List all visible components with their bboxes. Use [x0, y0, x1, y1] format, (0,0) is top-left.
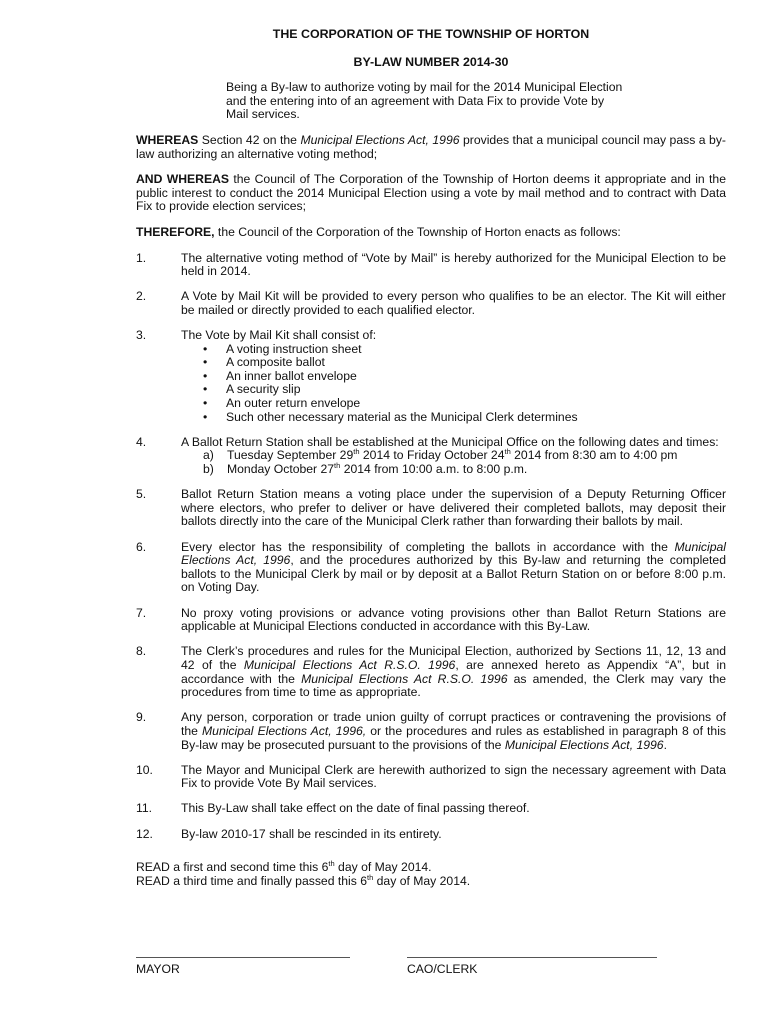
clause-number: 6. — [136, 539, 147, 554]
clause-7 — [136, 607, 726, 634]
clause-text: A Ballot Return Station shall be established at the Municipal Office on the following dates and times: — [181, 434, 719, 449]
clause-text: Any person, corporation or trade union guilty of corrupt practices or contravening the provisions of the Municipal Elections Act, 1996, or the procedures and rules as established in paragraph 8 of this By-law may be prosecuted pursuant to the provisions of the Municipal Elections Act, 1996. — [181, 710, 726, 752]
bylaw-document — [136, 28, 726, 888]
clause-text: The alternative voting method of “Vote by Mail” is hereby authorized for the Municipal Election to be held in 2014. — [181, 250, 726, 279]
clause-4 — [136, 436, 726, 477]
bylaw-number: BY-LAW NUMBER 2014-30 — [353, 54, 509, 69]
clause-number: 2. — [136, 289, 147, 304]
and-whereas-lead: AND WHEREAS — [136, 172, 230, 187]
mayor-signature-line — [136, 957, 350, 958]
whereas-clause-2: AND WHEREAS the Council of The Corporation of the Township of Horton deems it appropriate and in the public interest to conduct the 2014 Municipal Election using a vote by mail method and to contract with Data Fix to provide election services; — [136, 172, 726, 214]
therefore-lead: THEREFORE, — [136, 224, 215, 239]
list-item: • An inner ballot envelope — [203, 370, 726, 384]
list-item: • A composite ballot — [203, 356, 726, 370]
clerk-label: CAO/CLERK — [407, 962, 478, 976]
clause-10 — [136, 764, 726, 791]
signature-block — [136, 957, 726, 987]
clause-number: 9. — [136, 710, 147, 725]
clause-number: 7. — [136, 605, 147, 620]
corporation-title: THE CORPORATION OF THE TOWNSHIP OF HORTON — [272, 27, 590, 41]
list-item: b) Monday October 27th 2014 from 10:00 a.m. to 8:00 p.m. — [203, 460, 528, 477]
readings — [136, 861, 726, 888]
clause-6 — [136, 541, 726, 595]
mayor-label: MAYOR — [136, 962, 180, 976]
list-item: • A security slip — [203, 383, 726, 397]
clause-text: The Mayor and Municipal Clerk are herewith authorized to sign the necessary agreement with Data Fix to provide Vote By Mail services. — [181, 762, 726, 791]
list-item: a) Tuesday September 29th 2014 to Friday October 24th 2014 from 8:30 am to 4:00 pm — [203, 447, 678, 463]
list-item: • An outer return envelope — [203, 397, 726, 411]
clause-text: Ballot Return Station means a voting place under the supervision of a Deputy Returning Officer where electors, who prefer to deliver or have delivered their completed ballots, may deposit their ballots directly into the care of the Municipal Clerk rather than forwarding their ballots by mail. — [181, 487, 726, 529]
clause-text: The Vote by Mail Kit shall consist of: — [181, 328, 377, 343]
clause-8 — [136, 645, 726, 699]
return-station-dates — [181, 449, 726, 476]
clause-3 — [136, 329, 726, 424]
clause-12 — [136, 828, 726, 842]
clause-number: 4. — [136, 434, 147, 449]
act-reference: Municipal Elections Act, 1996 — [300, 132, 460, 147]
clause-text: This By-Law shall take effect on the date of final passing thereof. — [181, 801, 530, 816]
therefore-clause: THEREFORE, the Council of the Corporation of the Township of Horton enacts as follows: — [136, 224, 621, 239]
clause-5 — [136, 488, 726, 529]
clause-text: The Clerk’s procedures and rules for the Municipal Election, authorized by Sections 11, 12, 13 and 42 of the Municipal Elections Act R.S.O. 1996, are annexed hereto as Appendix “A”, but in accordance with the Municipal Elections Act R.S.O. 1996 as amended, the Clerk may vary the procedures from time to time as appropriate. — [181, 644, 726, 700]
clause-number: 3. — [136, 328, 147, 343]
clause-1 — [136, 252, 726, 279]
kit-contents-list — [181, 343, 726, 425]
clause-number: 11. — [136, 801, 153, 816]
clause-number: 5. — [136, 487, 147, 502]
first-second-reading: READ a first and second time this 6th day of May 2014. — [136, 859, 432, 875]
third-reading: READ a third time and finally passed this 6th day of May 2014. — [136, 872, 471, 888]
clause-number: 10. — [136, 762, 153, 777]
clause-11 — [136, 802, 726, 816]
bylaw-purpose: Being a By-law to authorize voting by mail for the 2014 Municipal Election and the entering into of an agreement with Data Fix to provide Vote by Mail services. — [226, 80, 623, 122]
whereas-lead: WHEREAS — [136, 132, 199, 147]
clause-2 — [136, 290, 726, 317]
whereas-clause-1: WHEREAS Section 42 on the Municipal Elections Act, 1996 provides that a municipal council may pass a by-law authorizing an alternative voting method; — [136, 132, 726, 161]
clause-number: 1. — [136, 250, 147, 265]
clause-text: No proxy voting provisions or advance voting provisions other than Ballot Return Stations are applicable at Municipal Elections conducted in accordance with this By-Law. — [181, 605, 726, 634]
clause-9 — [136, 711, 726, 752]
clause-text: A Vote by Mail Kit will be provided to every person who qualifies to be an elector. The Kit will either be mailed or directly provided to each qualified elector. — [181, 289, 726, 317]
clause-text: By-law 2010-17 shall be rescinded in its entirety. — [181, 826, 442, 841]
clerk-signature-line — [407, 957, 657, 958]
clause-number: 8. — [136, 644, 147, 659]
clause-number: 12. — [136, 826, 153, 841]
list-item: • A voting instruction sheet — [203, 343, 726, 357]
clause-text: Every elector has the responsibility of completing the ballots in accordance with the Municipal Elections Act, 1996, and the procedures authorized by this By-law and returning the completed ballots to the Municipal Clerk by mail or by deposit at a Ballot Return Station on or before 8:00 p.m. on Voting Day. — [181, 539, 726, 595]
list-item: • Such other necessary material as the Municipal Clerk determines — [203, 411, 726, 425]
